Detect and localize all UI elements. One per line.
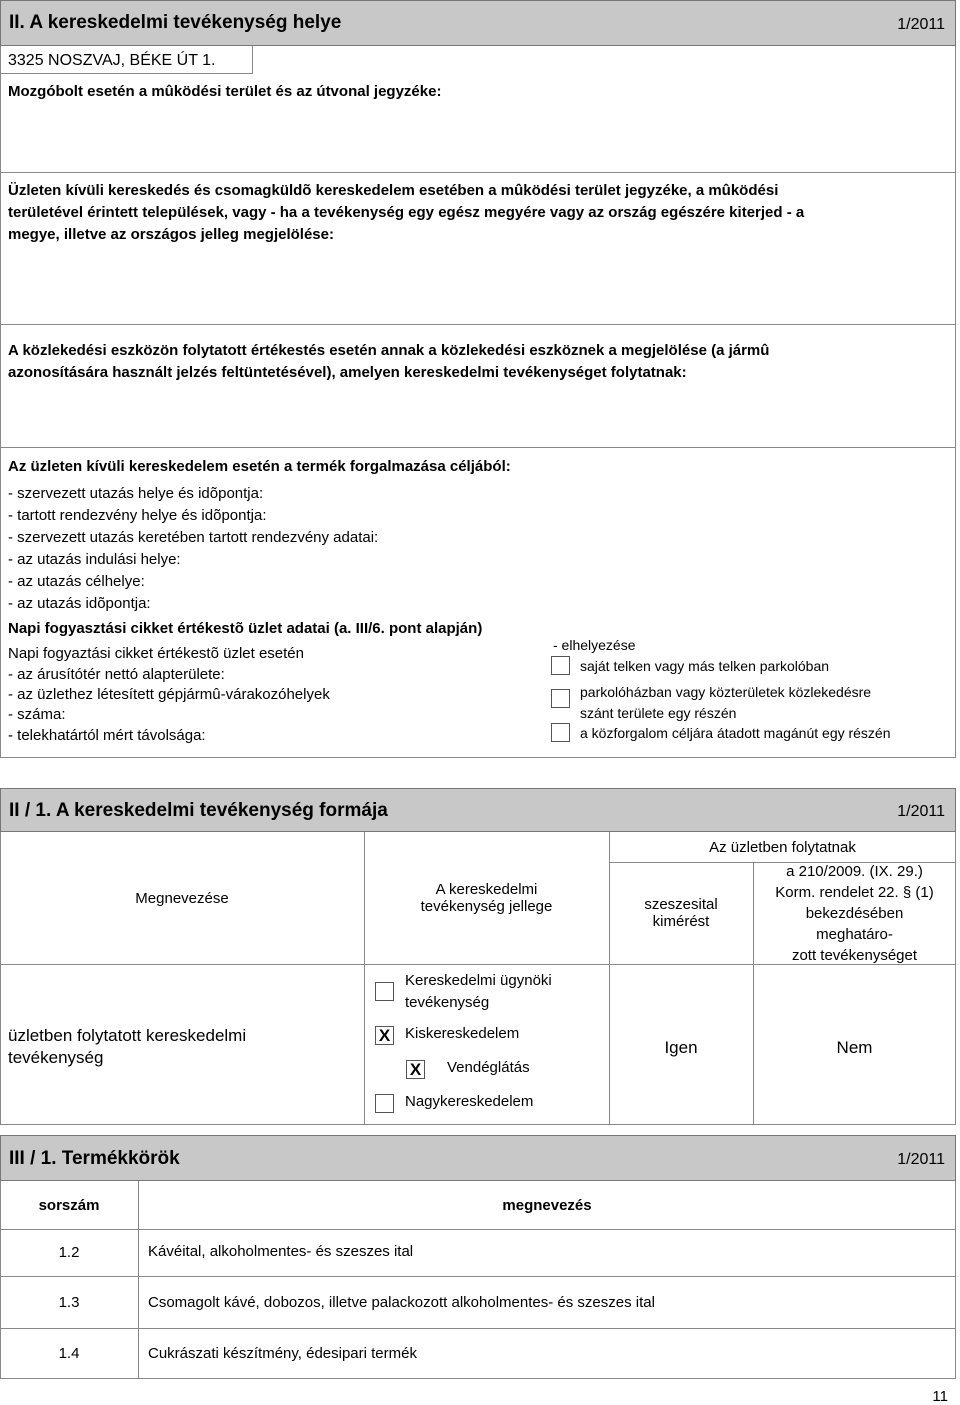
product-row-divider — [0, 1328, 956, 1329]
product-row-divider — [0, 1229, 956, 1230]
checkbox-retail[interactable]: X — [375, 1026, 394, 1045]
placement-checkbox-own-lot[interactable] — [551, 656, 570, 675]
outside-area-label-3: megye, illetve az országos jelleg megjelölése: — [8, 226, 334, 243]
placement-option-2b: szánt területe egy részén — [580, 705, 737, 721]
section-2-code: 1/2011 — [897, 16, 945, 33]
vehicle-label-1: A közlekedési eszközön folytatott értékestés esetén annak a közlekedési eszköznek a megjelölése (a jármû — [8, 342, 770, 359]
checkbox-catering[interactable]: X — [406, 1060, 425, 1079]
divider-3 — [0, 447, 956, 448]
product-name: Cukrászati készítmény, édesipari termék — [148, 1345, 417, 1362]
row-name-line-1: üzletben folytatott kereskedelmi — [8, 1026, 247, 1045]
product-number: 1.3 — [58, 1293, 80, 1311]
section-3-1-header — [0, 1135, 956, 1181]
product-name: Csomagolt kávé, dobozos, illetve palackozott alkoholmentes- és szeszes ital — [148, 1294, 655, 1311]
divider-2 — [0, 324, 956, 325]
option-agent-label-2: tevékenység — [405, 994, 490, 1011]
mobile-route-label: Mozgóbolt esetén a mûködési terület és az útvonal jegyzéke: — [8, 83, 442, 100]
section-3-1-code: 1/2011 — [897, 1151, 945, 1168]
divider-1 — [0, 172, 956, 173]
product-number: 1.4 — [58, 1345, 80, 1362]
napi-item: - az üzlethez létesített gépjármû-várakozóhelyek — [8, 686, 330, 703]
address-divider-v — [252, 46, 253, 74]
placement-label: - elhelyezése — [553, 637, 636, 653]
outside-trade-item: - az utazás célhelye: — [8, 573, 145, 590]
outside-trade-item: - az utazás indulási helye: — [8, 551, 181, 568]
page-number: 11 — [932, 1388, 948, 1405]
placement-option-3: a közforgalom céljára átadott magánút egy részén — [580, 725, 891, 741]
row-name-line-2: tevékenység — [8, 1048, 104, 1067]
outside-trade-item: - szervezett utazás helye és idõpontja: — [8, 485, 264, 502]
section-2-1-code: 1/2011 — [897, 803, 945, 820]
outside-area-label-1: Üzleten kívüli kereskedés és csomagküldõ kereskedelem esetében a mûködési terület jegyzéke, a mûködési — [8, 182, 779, 199]
placement-checkbox-private-road[interactable] — [551, 723, 570, 742]
outside-area-label-2: területével érintett települések, vagy - ha a tevékenység egy egész megyére vagy az ország egészére kiterjed - a — [8, 204, 805, 221]
section-2-1-title: II / 1. A kereskedelmi tevékenység formája — [9, 800, 388, 821]
checkbox-wholesale[interactable] — [375, 1094, 394, 1113]
checkbox-agent[interactable] — [375, 982, 394, 1001]
option-agent-label-1: Kereskedelmi ügynöki — [405, 972, 552, 989]
product-row-divider — [0, 1276, 956, 1277]
napi-item: - az árusítótér nettó alapterülete: — [8, 666, 225, 683]
option-retail-label: Kiskereskedelem — [405, 1025, 520, 1042]
col-header-number: sorszám — [38, 1196, 100, 1214]
napi-item: Napi fogyaztási cikket értékestõ üzlet esetén — [8, 645, 304, 662]
section-2-title: II. A kereskedelmi tevékenység helye — [9, 12, 342, 33]
decree-value: Nem — [836, 1038, 873, 1057]
vehicle-label-2: azonosítására használt jelzés feltüntetésével), amelyen kereskedelmi tevékenységet folytatnak: — [8, 364, 687, 381]
col-header-decree: a 210/2009. (IX. 29.) Korm. rendelet 22. § (1) bekezdésében meghatáro- zott tevékenységet — [775, 862, 934, 964]
col-header-nature: A kereskedelmi tevékenység jellege — [420, 881, 553, 915]
col-header-alcohol: szeszesital kimérést — [644, 896, 718, 930]
napi-item: - száma: — [8, 706, 66, 723]
outside-trade-item: - tartott rendezvény helye és idõpontja: — [8, 507, 267, 524]
address-divider — [0, 73, 252, 74]
option-wholesale-label: Nagykereskedelem — [405, 1093, 534, 1110]
outside-trade-heading: Az üzleten kívüli kereskedelem esetén a termék forgalmazása céljából: — [8, 458, 511, 475]
address-value: 3325 NOSZVAJ, BÉKE ÚT 1. — [8, 52, 216, 69]
group-header-in-store: Az üzletben folytatnak — [709, 838, 856, 856]
outside-trade-item: - az utazás idõpontja: — [8, 595, 151, 612]
napi-item: - telekhatártól mért távolsága: — [8, 727, 206, 744]
section-2-header — [0, 0, 956, 46]
option-catering-label: Vendéglátás — [447, 1059, 530, 1076]
alcohol-value: Igen — [664, 1038, 698, 1057]
placement-checkbox-garage[interactable] — [551, 689, 570, 708]
col-header-product-name: megnevezés — [502, 1196, 592, 1214]
section-2-1-header — [0, 788, 956, 832]
product-name: Kávéital, alkoholmentes- és szeszes ital — [148, 1243, 414, 1260]
placement-option-1: saját telken vagy más telken parkolóban — [580, 658, 830, 674]
outside-trade-item: - szervezett utazás keretében tartott rendezvény adatai: — [8, 529, 379, 546]
product-number: 1.2 — [58, 1244, 80, 1261]
section-3-1-title: III / 1. Termékkörök — [9, 1148, 180, 1169]
placement-option-2a: parkolóházban vagy közterületek közlekedésre — [580, 684, 872, 700]
napi-heading: Napi fogyasztási cikket értékestõ üzlet adatai (a. III/6. pont alapján) — [8, 620, 483, 637]
col-header-name: Megnevezése — [135, 889, 229, 907]
